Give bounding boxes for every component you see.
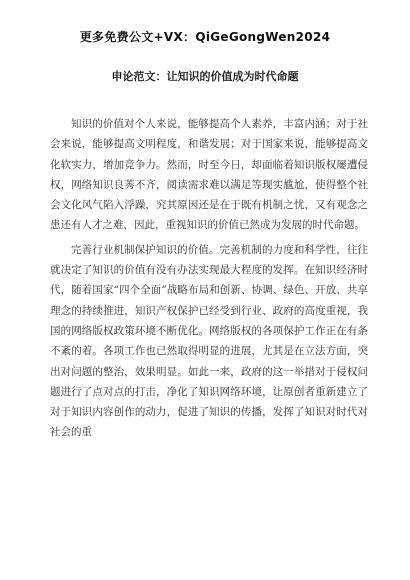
document-body — [50, 114, 368, 447]
page-header: 更多免费公文+VX：QiGeGongWen2024 — [79, 30, 331, 44]
paragraph: 知识的价值对个人来说，能够提高个人素养，丰富内涵；对于社会来说，能够提高文明程度，和谐发展；对于国家来说，能够提高文化软实力，增加竞争力。然而，时至今日，却面临着知识版权屡遭侵权，网络知识良莠不齐，阅读需求难以满足等现实尴尬，使得整个社会文化风气陷入浮躁，究其原因还是在于既有机制之忧，又有观念之患还有人才之难，因此，重视知识的价值已然成为发展的时代命题。 — [50, 118, 368, 232]
paragraph: 完善行业机制保护知识的价值。完善机制的力度和科学性，往往就决定了知识的价值有没有办法实现最大程度的发挥。在知识经济时代，随着国家“四个全面”战略布局和创新、协调、绿色、开放、共享理念的持续推进，知识产权保护已经受到行业、政府的高度重视，我国的网络版权政策环境不断优化。网络版权的各项保护工作正在有条不紊的着。各项工作也已然取得明显的进展，尤其是在立法方面，突出对问题的整治，效果明显。如此一来，政府的这一举措对于侵权问题进行了点对点的打击，净化了知识网络环境，让原创者重新建立了对于知识内容创作的动力，促进了知识的传播，发挥了知识对时代对社会的重 — [50, 243, 368, 439]
document-title: 申论范文：让知识的价值成为时代命题 — [111, 70, 299, 83]
